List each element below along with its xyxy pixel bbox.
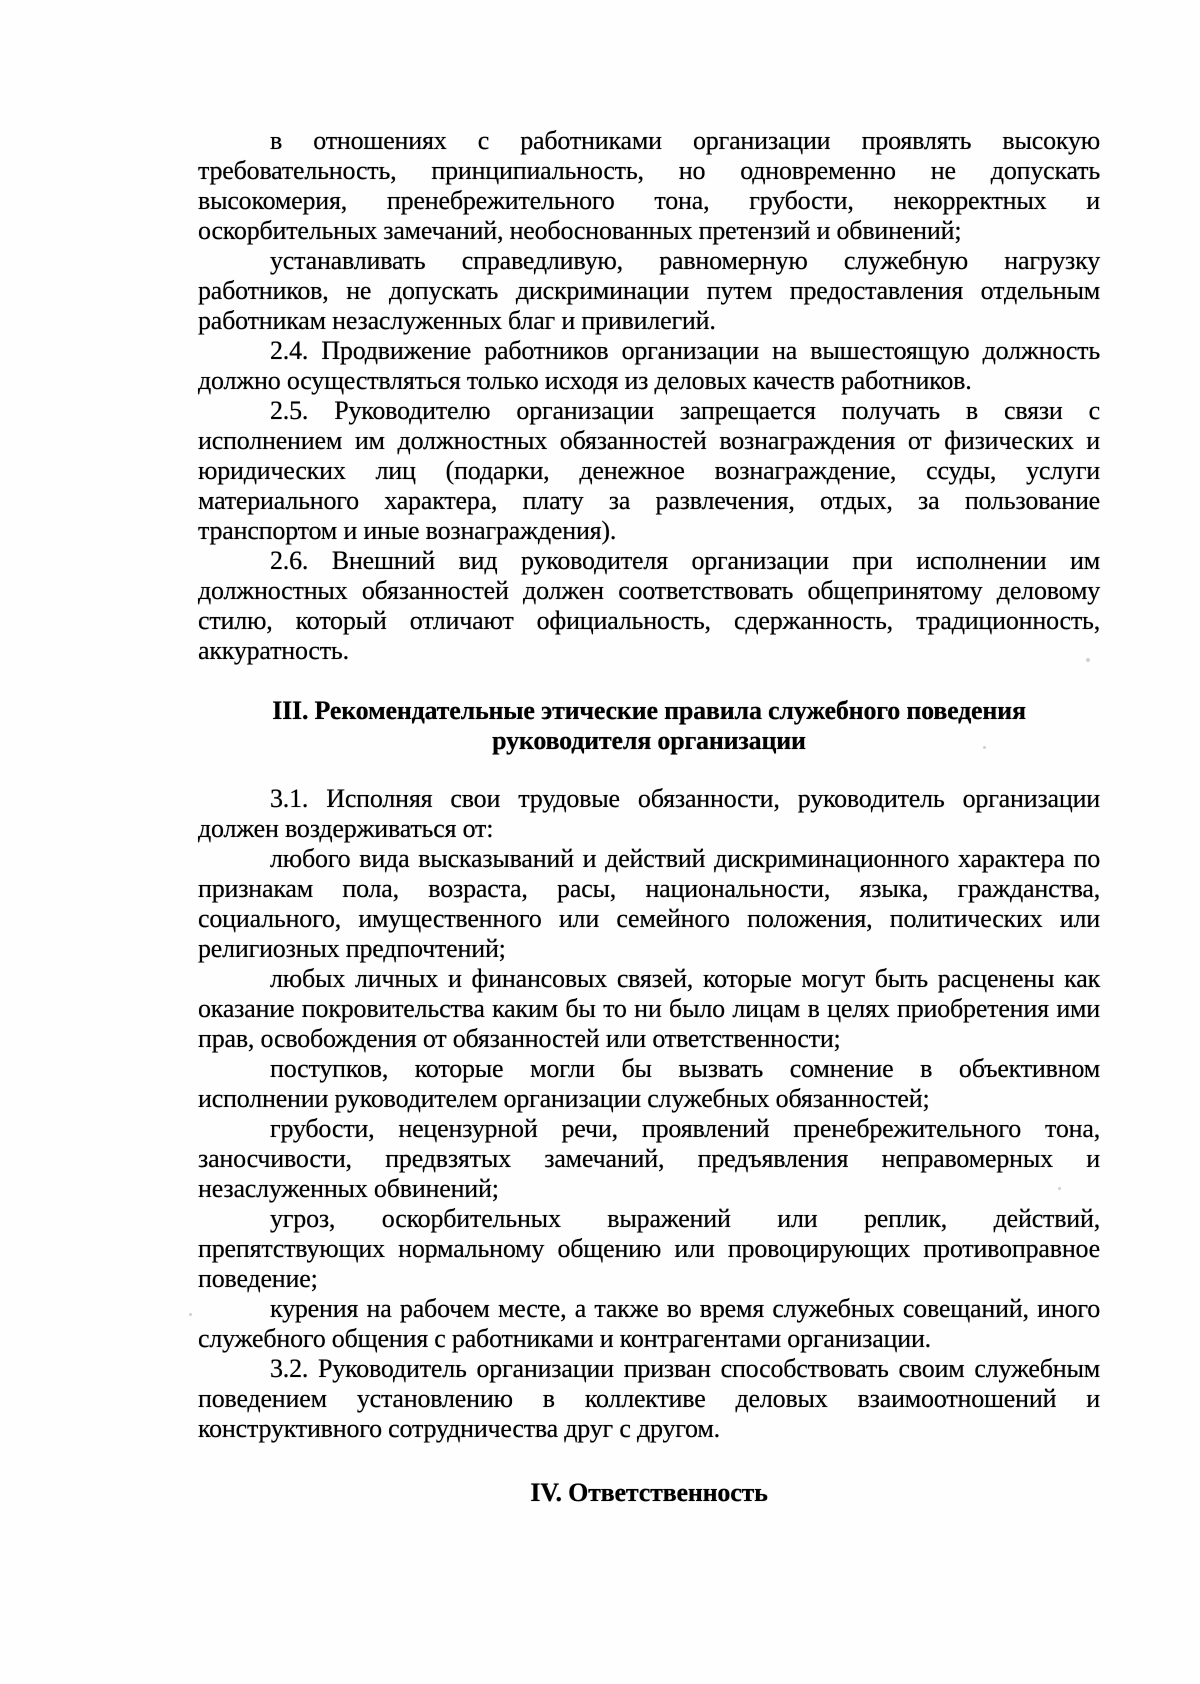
para-3-2-cooperation <box>198 1354 1100 1444</box>
scan-speck <box>1058 1187 1061 1190</box>
text-line: должен воздерживаться от: <box>198 814 494 843</box>
text-line: юридических лиц (подарки, денежное вознаграждение, ссуды, услуги <box>198 456 1100 485</box>
text-line: IV. Ответственность <box>530 1478 768 1507</box>
text-line: социального, имущественного или семейного положения, политических или <box>198 904 1100 933</box>
para-rudeness <box>198 1114 1100 1204</box>
text-line: высокомерия, пренебрежительного тона, грубости, некорректных и <box>198 186 1100 215</box>
text-line: признакам пола, возраста, расы, национальности, языка, гражданства, <box>198 874 1100 903</box>
section-iv-heading <box>198 1478 1100 1508</box>
text-line: работникам незаслуженных благ и привилегий. <box>198 306 716 335</box>
text-line: в отношениях с работниками организации проявлять высокую <box>270 126 1100 155</box>
text-line: любого вида высказываний и действий дискриминационного характера по <box>270 844 1100 873</box>
text-line: исполнении руководителем организации служебных обязанностей; <box>198 1084 930 1113</box>
para-2-6-appearance <box>198 546 1100 666</box>
text-line: 2.4. Продвижение работников организации на вышестоящую должность <box>270 336 1100 365</box>
text-line: заносчивости, предвзятых замечаний, предъявления неправомерных и <box>198 1144 1100 1173</box>
text-line: требовательность, принципиальность, но одновременно не допускать <box>198 156 1100 185</box>
text-line: прав, освобождения от обязанностей или ответственности; <box>198 1024 841 1053</box>
para-discrimination <box>198 844 1100 964</box>
text-line: материального характера, плату за развлечения, отдых, за пользование <box>198 486 1100 515</box>
text-line: должно осуществляться только исходя из деловых качеств работников. <box>198 366 972 395</box>
text-line: поступков, которые могли бы вызвать сомнение в объективном <box>270 1054 1100 1083</box>
text-line: поведением установлению в коллективе деловых взаимоотношений и <box>198 1384 1100 1413</box>
text-line: оскорбительных замечаний, необоснованных претензий и обвинений; <box>198 216 962 245</box>
text-line: работников, не допускать дискриминации путем предоставления отдельным <box>198 276 1100 305</box>
para-personal-financial-ties <box>198 964 1100 1054</box>
para-2-5-remuneration-ban <box>198 396 1100 546</box>
para-employee-relations <box>198 126 1100 246</box>
scan-speck <box>189 1313 192 1316</box>
text-line: служебного общения с работниками и контрагентами организации. <box>198 1324 931 1353</box>
text-line: 2.6. Внешний вид руководителя организации при исполнении им <box>270 546 1100 575</box>
section-iii-heading <box>198 696 1100 756</box>
text-line: незаслуженных обвинений; <box>198 1174 499 1203</box>
text-line: должностных обязанностей должен соответствовать общепринятому деловому <box>198 576 1100 605</box>
text-line: конструктивного сотрудничества друг с другом. <box>198 1414 720 1443</box>
text-line: III. Рекомендательные этические правила служебного поведения <box>272 696 1026 725</box>
text-line: 3.2. Руководитель организации призван способствовать своим служебным <box>270 1354 1100 1383</box>
para-threats <box>198 1204 1100 1294</box>
text-line: исполнением им должностных обязанностей вознаграждения от физических и <box>198 426 1100 455</box>
para-smoking <box>198 1294 1100 1354</box>
text-line: угроз, оскорбительных выражений или реплик, действий, <box>270 1204 1100 1233</box>
text-line: руководителя организации <box>492 726 806 755</box>
para-fair-workload <box>198 246 1100 336</box>
text-line: оказание покровительства каким бы то ни было лицам в целях приобретения ими <box>198 994 1100 1023</box>
scan-speck <box>983 746 986 749</box>
scan-speck <box>1086 658 1090 662</box>
text-line: аккуратность. <box>198 636 349 665</box>
text-line: любых личных и финансовых связей, которые могут быть расценены как <box>270 964 1100 993</box>
para-3-1-refrain-from <box>198 784 1100 844</box>
document-text <box>198 126 1100 1508</box>
text-line: курения на рабочем месте, а также во время служебных совещаний, иного <box>270 1294 1100 1323</box>
text-line: грубости, нецензурной речи, проявлений пренебрежительного тона, <box>270 1114 1100 1143</box>
text-line: 3.1. Исполняя свои трудовые обязанности, руководитель организации <box>270 784 1100 813</box>
text-line: поведение; <box>198 1264 318 1293</box>
text-line: транспортом и иные вознаграждения). <box>198 516 617 545</box>
text-line: стилю, который отличают официальность, сдержанность, традиционность, <box>198 606 1100 635</box>
text-line: религиозных предпочтений; <box>198 934 506 963</box>
text-line: 2.5. Руководителю организации запрещается получать в связи с <box>270 396 1100 425</box>
text-line: устанавливать справедливую, равномерную служебную нагрузку <box>270 246 1100 275</box>
para-2-4-promotion <box>198 336 1100 396</box>
para-doubtful-actions <box>198 1054 1100 1114</box>
text-line: препятствующих нормальному общению или провоцирующих противоправное <box>198 1234 1100 1263</box>
